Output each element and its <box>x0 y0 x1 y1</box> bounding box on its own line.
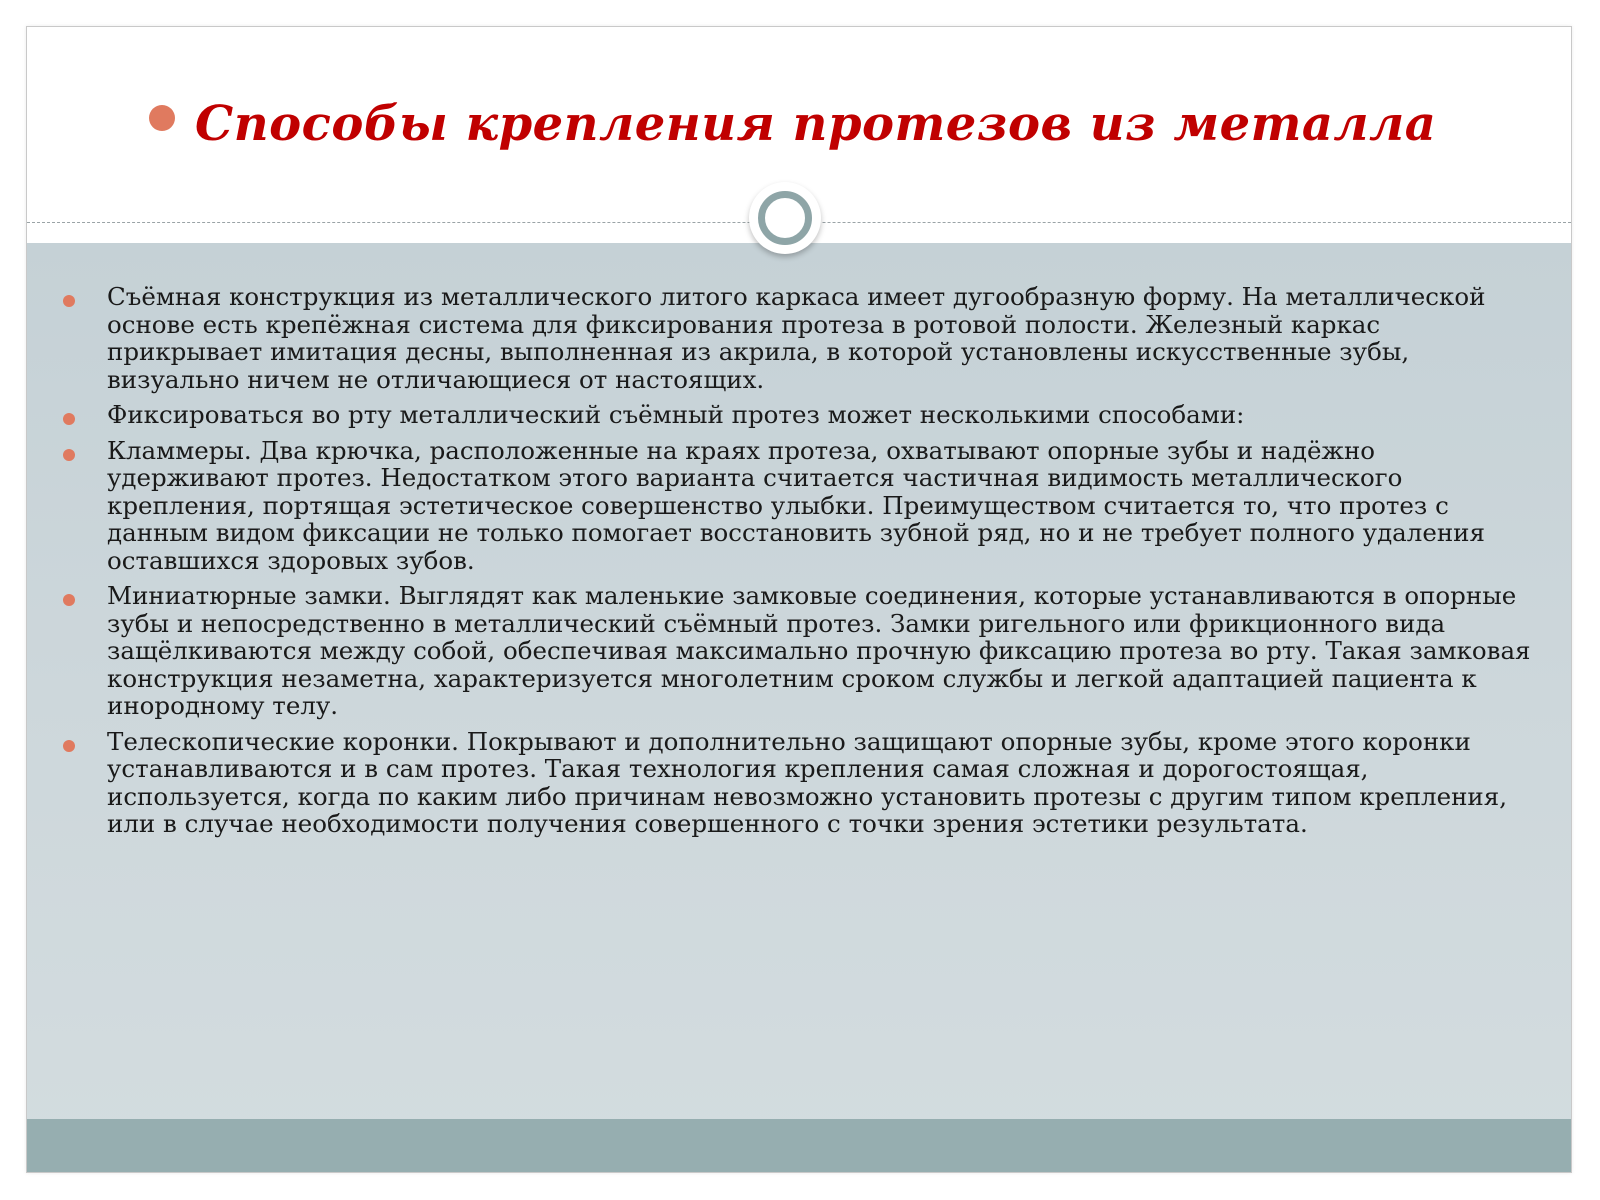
bullet-dot-icon <box>63 295 75 307</box>
title-bullet-icon <box>149 105 175 131</box>
bullet-text: Съёмная конструкция из металлического литого каркаса имеет дугообразную форму. На металлической основе есть крепёжная система для фиксирования протеза в ротовой полости. Железный каркас прикрывает имитация десны, выполненная из акрила, в которой установлены искусственные зубы, визуально ничем не отличающиеся от настоящих. <box>107 282 1486 394</box>
slide <box>26 26 1572 1173</box>
bullet-dot-icon <box>63 413 75 425</box>
ring-inner <box>758 191 812 245</box>
footer-band <box>27 1119 1571 1173</box>
list-item <box>63 728 1543 838</box>
bullet-dot-icon <box>63 740 75 752</box>
ring-ornament-icon <box>749 182 821 254</box>
slide-title: Способы крепления протезов из металла <box>195 96 1437 152</box>
bullet-text: Фиксироваться во рту металлический съёмный протез может несколькими способами: <box>107 400 1245 429</box>
list-item <box>63 283 1543 393</box>
bullet-dot-icon <box>63 449 75 461</box>
bullet-text: Кламмеры. Два крючка, расположенные на краях протеза, охватывают опорные зубы и надёжно удерживают протез. Недостатком этого варианта считается частичная видимость металлического крепления, портящая эстетическое совершенство улыбки. Преимуществом считается то, что протез с данным видом фиксации не только помогает восстановить зубной ряд, но и не требует полного удаления оставшихся здоровых зубов. <box>107 435 1485 575</box>
list-item <box>63 437 1543 575</box>
bullet-list <box>63 283 1543 846</box>
bullet-text: Миниатюрные замки. Выглядят как маленькие замковые соединения, которые устанавливаются в опорные зубы и непосредственно в металлический съёмный протез. Замки ригельного или фрикционного вида защёлкиваются между собой, обеспечивая максимально прочную фиксацию протеза во рту. Такая замковая конструкция незаметна, характеризуется многолетним сроком службы и легкой адаптацией пациента к инородному телу. <box>107 581 1531 720</box>
title-row <box>27 89 1571 169</box>
list-item <box>63 582 1543 720</box>
bullet-dot-icon <box>63 594 75 606</box>
bullet-text: Телескопические коронки. Покрывают и дополнительно защищают опорные зубы, кроме этого коронки устанавливаются и в сам протез. Такая технология крепления самая сложная и дорогостоящая, используется, когда по каким либо причинам невозможно установить протезы с другим типом крепления, или в случае необходимости получения совершенного с точки зрения эстетики результата. <box>107 726 1507 838</box>
list-item <box>63 401 1543 429</box>
